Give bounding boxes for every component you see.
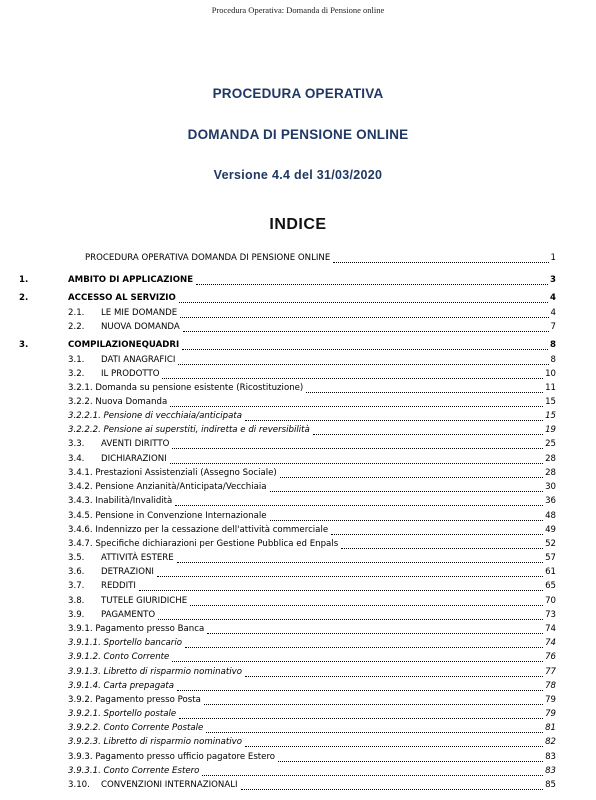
toc-dot-leader	[280, 467, 543, 478]
toc-entry[interactable]	[0, 566, 556, 579]
toc-entry[interactable]	[0, 382, 556, 395]
toc-entry-page: 83	[545, 752, 556, 762]
toc-entry-page: 81	[545, 723, 556, 733]
toc-entry[interactable]	[0, 424, 556, 437]
toc-dot-leader	[270, 481, 543, 492]
toc-entry-title: REDDITI	[101, 581, 136, 591]
toc-entry-title: COMPILAZIONEQUADRI	[68, 340, 180, 350]
toc-entry-title: 3.2.2.2. Pensione ai superstiti, indiretta e di reversibilità	[68, 425, 310, 435]
toc-entry-title: CONVENZIONI INTERNAZIONALI	[101, 780, 238, 790]
toc-entry[interactable]	[0, 736, 556, 749]
toc-entry-page: 74	[545, 624, 556, 634]
toc-dot-leader	[207, 623, 543, 634]
toc-entry[interactable]	[0, 595, 556, 608]
document-version: Versione 4.4 del 31/03/2020	[213, 168, 383, 182]
toc-dot-leader	[331, 524, 543, 535]
toc-entry-title: 3.9.2.1. Sportello postale	[68, 709, 177, 719]
toc-dot-leader	[333, 252, 549, 263]
toc-entry-title: 3.9.3.1. Conto Corrente Estero	[68, 766, 200, 776]
toc-entry-title: 3.2.2. Nuova Domanda	[68, 397, 168, 407]
toc-entry-page: 76	[545, 652, 556, 662]
toc-entry[interactable]	[0, 680, 556, 693]
toc-entry[interactable]	[0, 339, 556, 352]
toc-entry[interactable]	[0, 538, 556, 551]
toc-entry-page: 79	[545, 709, 556, 719]
toc-dot-leader	[180, 307, 549, 318]
toc-entry-page: 15	[545, 397, 556, 407]
toc-entry[interactable]	[0, 438, 556, 451]
toc-entry-page: 83	[545, 766, 556, 776]
toc-entry-page: 30	[545, 482, 556, 492]
toc-entry-title: DICHIARAZIONI	[101, 454, 167, 464]
toc-dot-leader	[178, 354, 549, 365]
toc-entry[interactable]	[0, 467, 556, 480]
toc-entry-page: 79	[545, 695, 556, 705]
toc-entry-page: 82	[545, 737, 556, 747]
toc-entry[interactable]	[0, 252, 556, 265]
toc-entry-number: 3.7.	[68, 581, 85, 591]
toc-dot-leader	[182, 339, 548, 350]
toc-entry-number: 3.5.	[68, 553, 85, 563]
toc-entry-title: DETRAZIONI	[101, 567, 154, 577]
toc-entry[interactable]	[0, 708, 556, 721]
toc-entry-page: 4	[550, 308, 556, 318]
toc-entry-number: 3.3.	[68, 439, 85, 449]
toc-entry-title: AVENTI DIRITTO	[101, 439, 170, 449]
toc-entry[interactable]	[0, 453, 556, 466]
toc-entry-page: 78	[545, 681, 556, 691]
toc-entry[interactable]	[0, 368, 556, 381]
toc-dot-leader	[158, 609, 543, 620]
toc-entry-title: NUOVA DOMANDA	[101, 322, 180, 332]
toc-entry-title: IL PRODOTTO	[101, 369, 160, 379]
toc-dot-leader	[177, 552, 543, 563]
toc-entry-number: 2.1.	[68, 308, 85, 318]
toc-dot-leader	[175, 495, 543, 506]
toc-dot-leader	[245, 666, 543, 677]
toc-dot-leader	[179, 292, 548, 303]
toc-entry-title: 3.4.1. Prestazioni Assistenziali (Assegno Sociale)	[68, 468, 277, 478]
toc-dot-leader	[179, 708, 543, 719]
toc-entry-page: 74	[545, 638, 556, 648]
toc-entry-title: ACCESSO AL SERVIZIO	[68, 293, 176, 303]
index-heading: INDICE	[269, 216, 327, 233]
toc-entry-title: 3.2.1. Domanda su pensione esistente (Ricostituzione)	[68, 383, 304, 393]
toc-entry-page: 8	[550, 340, 556, 350]
toc-entry[interactable]	[0, 307, 556, 320]
toc-entry[interactable]	[0, 651, 556, 664]
toc-entry-page: 7	[550, 322, 556, 332]
toc-dot-leader	[341, 538, 543, 549]
toc-dot-leader	[206, 722, 543, 733]
toc-entry-title: 3.4.7. Specifiche dichiarazioni per Gestione Pubblica ed Enpals	[68, 539, 339, 549]
toc-entry-title: TUTELE GIURIDICHE	[101, 596, 188, 606]
toc-entry-page: 10	[545, 369, 556, 379]
toc-entry-title: 3.9.1.1. Sportello bancario	[68, 638, 182, 648]
toc-entry-title: 3.9.1. Pagamento presso Banca	[68, 624, 205, 634]
toc-dot-leader	[170, 396, 543, 407]
toc-entry-page: 73	[545, 610, 556, 620]
toc-entry-page: 15	[545, 411, 556, 421]
toc-entry[interactable]	[0, 481, 556, 494]
toc-entry-page: 77	[545, 667, 556, 677]
toc-entry-page: 28	[545, 468, 556, 478]
toc-entry[interactable]	[0, 524, 556, 537]
toc-entry-page: 8	[550, 355, 556, 365]
toc-entry-page: 70	[545, 596, 556, 606]
toc-dot-leader	[306, 382, 543, 393]
document-title-line2: DOMANDA DI PENSIONE ONLINE	[187, 127, 409, 142]
toc-entry[interactable]	[0, 722, 556, 735]
toc-entry-number: 3.2.	[68, 369, 85, 379]
toc-entry-page: 85	[545, 780, 556, 790]
toc-entry[interactable]	[0, 779, 556, 792]
toc-dot-leader	[190, 595, 543, 606]
toc-dot-leader	[202, 765, 543, 776]
toc-entry[interactable]	[0, 495, 556, 508]
toc-entry[interactable]	[0, 274, 556, 287]
toc-entry[interactable]	[0, 510, 556, 523]
toc-entry-title: 3.4.3. Inabilità/Invalidità	[68, 496, 173, 506]
toc-entry-number: 3.	[19, 340, 29, 350]
toc-entry-title: 3.9.2. Pagamento presso Posta	[68, 695, 201, 705]
toc-entry-title: LE MIE DOMANDE	[101, 308, 178, 318]
toc-entry[interactable]	[0, 666, 556, 679]
toc-entry-title: AMBITO DI APPLICAZIONE	[68, 275, 194, 285]
toc-entry-page: 11	[545, 383, 556, 393]
toc-dot-leader	[204, 694, 543, 705]
toc-dot-leader	[245, 736, 543, 747]
toc-dot-leader	[172, 651, 543, 662]
toc-entry-page: 3	[550, 275, 556, 285]
toc-entry-title: 3.4.5. Pensione in Convenzione Internazionale	[68, 511, 267, 521]
toc-dot-leader	[157, 566, 543, 577]
toc-entry-page: 36	[545, 496, 556, 506]
toc-entry-page: 28	[545, 454, 556, 464]
toc-entry-title: PAGAMENTO	[101, 610, 156, 620]
toc-dot-leader	[313, 424, 543, 435]
toc-entry-title: 3.9.1.3. Libretto di risparmio nominativo	[68, 667, 242, 677]
toc-entry-page: 52	[545, 539, 556, 549]
toc-entry-title: 3.2.2.1. Pensione di vecchiaia/anticipata	[68, 411, 243, 421]
toc-entry-number: 3.1.	[68, 355, 85, 365]
toc-entry-number: 3.9.	[68, 610, 85, 620]
toc-entry-page: 1	[550, 253, 556, 263]
toc-entry[interactable]	[0, 765, 556, 778]
toc-entry-page: 25	[545, 439, 556, 449]
toc-entry-title: DATI ANAGRAFICI	[101, 355, 176, 365]
toc-entry[interactable]	[0, 580, 556, 593]
toc-dot-leader	[139, 580, 543, 591]
toc-entry-page: 57	[545, 553, 556, 563]
toc-entry-title: 3.4.6. Indennizzo per la cessazione dell'attività commerciale	[68, 525, 329, 535]
toc-dot-leader	[172, 438, 543, 449]
toc-entry-title: 3.9.2.3. Libretto di risparmio nominativo	[68, 737, 242, 747]
toc-entry[interactable]	[0, 637, 556, 650]
toc-entry[interactable]	[0, 609, 556, 622]
toc-entry-number: 3.6.	[68, 567, 85, 577]
toc-entry-title: 3.9.2.2. Conto Corrente Postale	[68, 723, 204, 733]
toc-entry-title: ATTIVITÀ ESTERE	[101, 553, 174, 563]
toc-dot-leader	[177, 680, 543, 691]
toc-entry-title: PROCEDURA OPERATIVA DOMANDA DI PENSIONE ONLINE	[85, 253, 331, 263]
toc-dot-leader	[278, 751, 543, 762]
toc-entry[interactable]	[0, 292, 556, 305]
toc-entry-number: 3.10.	[68, 780, 90, 790]
toc-dot-leader	[270, 510, 543, 521]
toc-entry[interactable]	[0, 354, 556, 367]
toc-dot-leader	[185, 637, 543, 648]
toc-entry[interactable]	[0, 552, 556, 565]
toc-dot-leader	[241, 779, 543, 790]
toc-entry[interactable]	[0, 410, 556, 423]
toc-entry-page: 61	[545, 567, 556, 577]
toc-dot-leader	[196, 274, 548, 285]
toc-dot-leader	[183, 321, 549, 332]
document-title-line1: PROCEDURA OPERATIVA	[212, 86, 384, 101]
toc-entry-number: 3.4.	[68, 454, 85, 464]
toc-entry-page: 4	[550, 293, 556, 303]
toc-entry-title: 3.9.1.2. Conto Corrente	[68, 652, 170, 662]
toc-entry[interactable]	[0, 751, 556, 764]
toc-entry-page: 19	[545, 425, 556, 435]
toc-entry-page: 49	[545, 525, 556, 535]
toc-entry[interactable]	[0, 623, 556, 636]
toc-entry-number: 2.2.	[68, 322, 85, 332]
toc-entry-title: 3.4.2. Pensione Anzianità/Anticipata/Vecchiaia	[68, 482, 267, 492]
toc-entry-title: 3.9.3. Pagamento presso ufficio pagatore Estero	[68, 752, 276, 762]
running-header: Procedura Operativa: Domanda di Pensione online	[211, 5, 385, 15]
toc-entry[interactable]	[0, 396, 556, 409]
toc-entry-number: 2.	[19, 293, 29, 303]
toc-entry[interactable]	[0, 694, 556, 707]
toc-entry-number: 1.	[19, 275, 29, 285]
toc-dot-leader	[170, 453, 543, 464]
toc-entry-title: 3.9.1.4. Carta prepagata	[68, 681, 175, 691]
toc-dot-leader	[162, 368, 543, 379]
toc-entry[interactable]	[0, 321, 556, 334]
toc-entry-page: 65	[545, 581, 556, 591]
toc-entry-number: 3.8.	[68, 596, 85, 606]
toc-dot-leader	[245, 410, 543, 421]
toc-entry-page: 48	[545, 511, 556, 521]
